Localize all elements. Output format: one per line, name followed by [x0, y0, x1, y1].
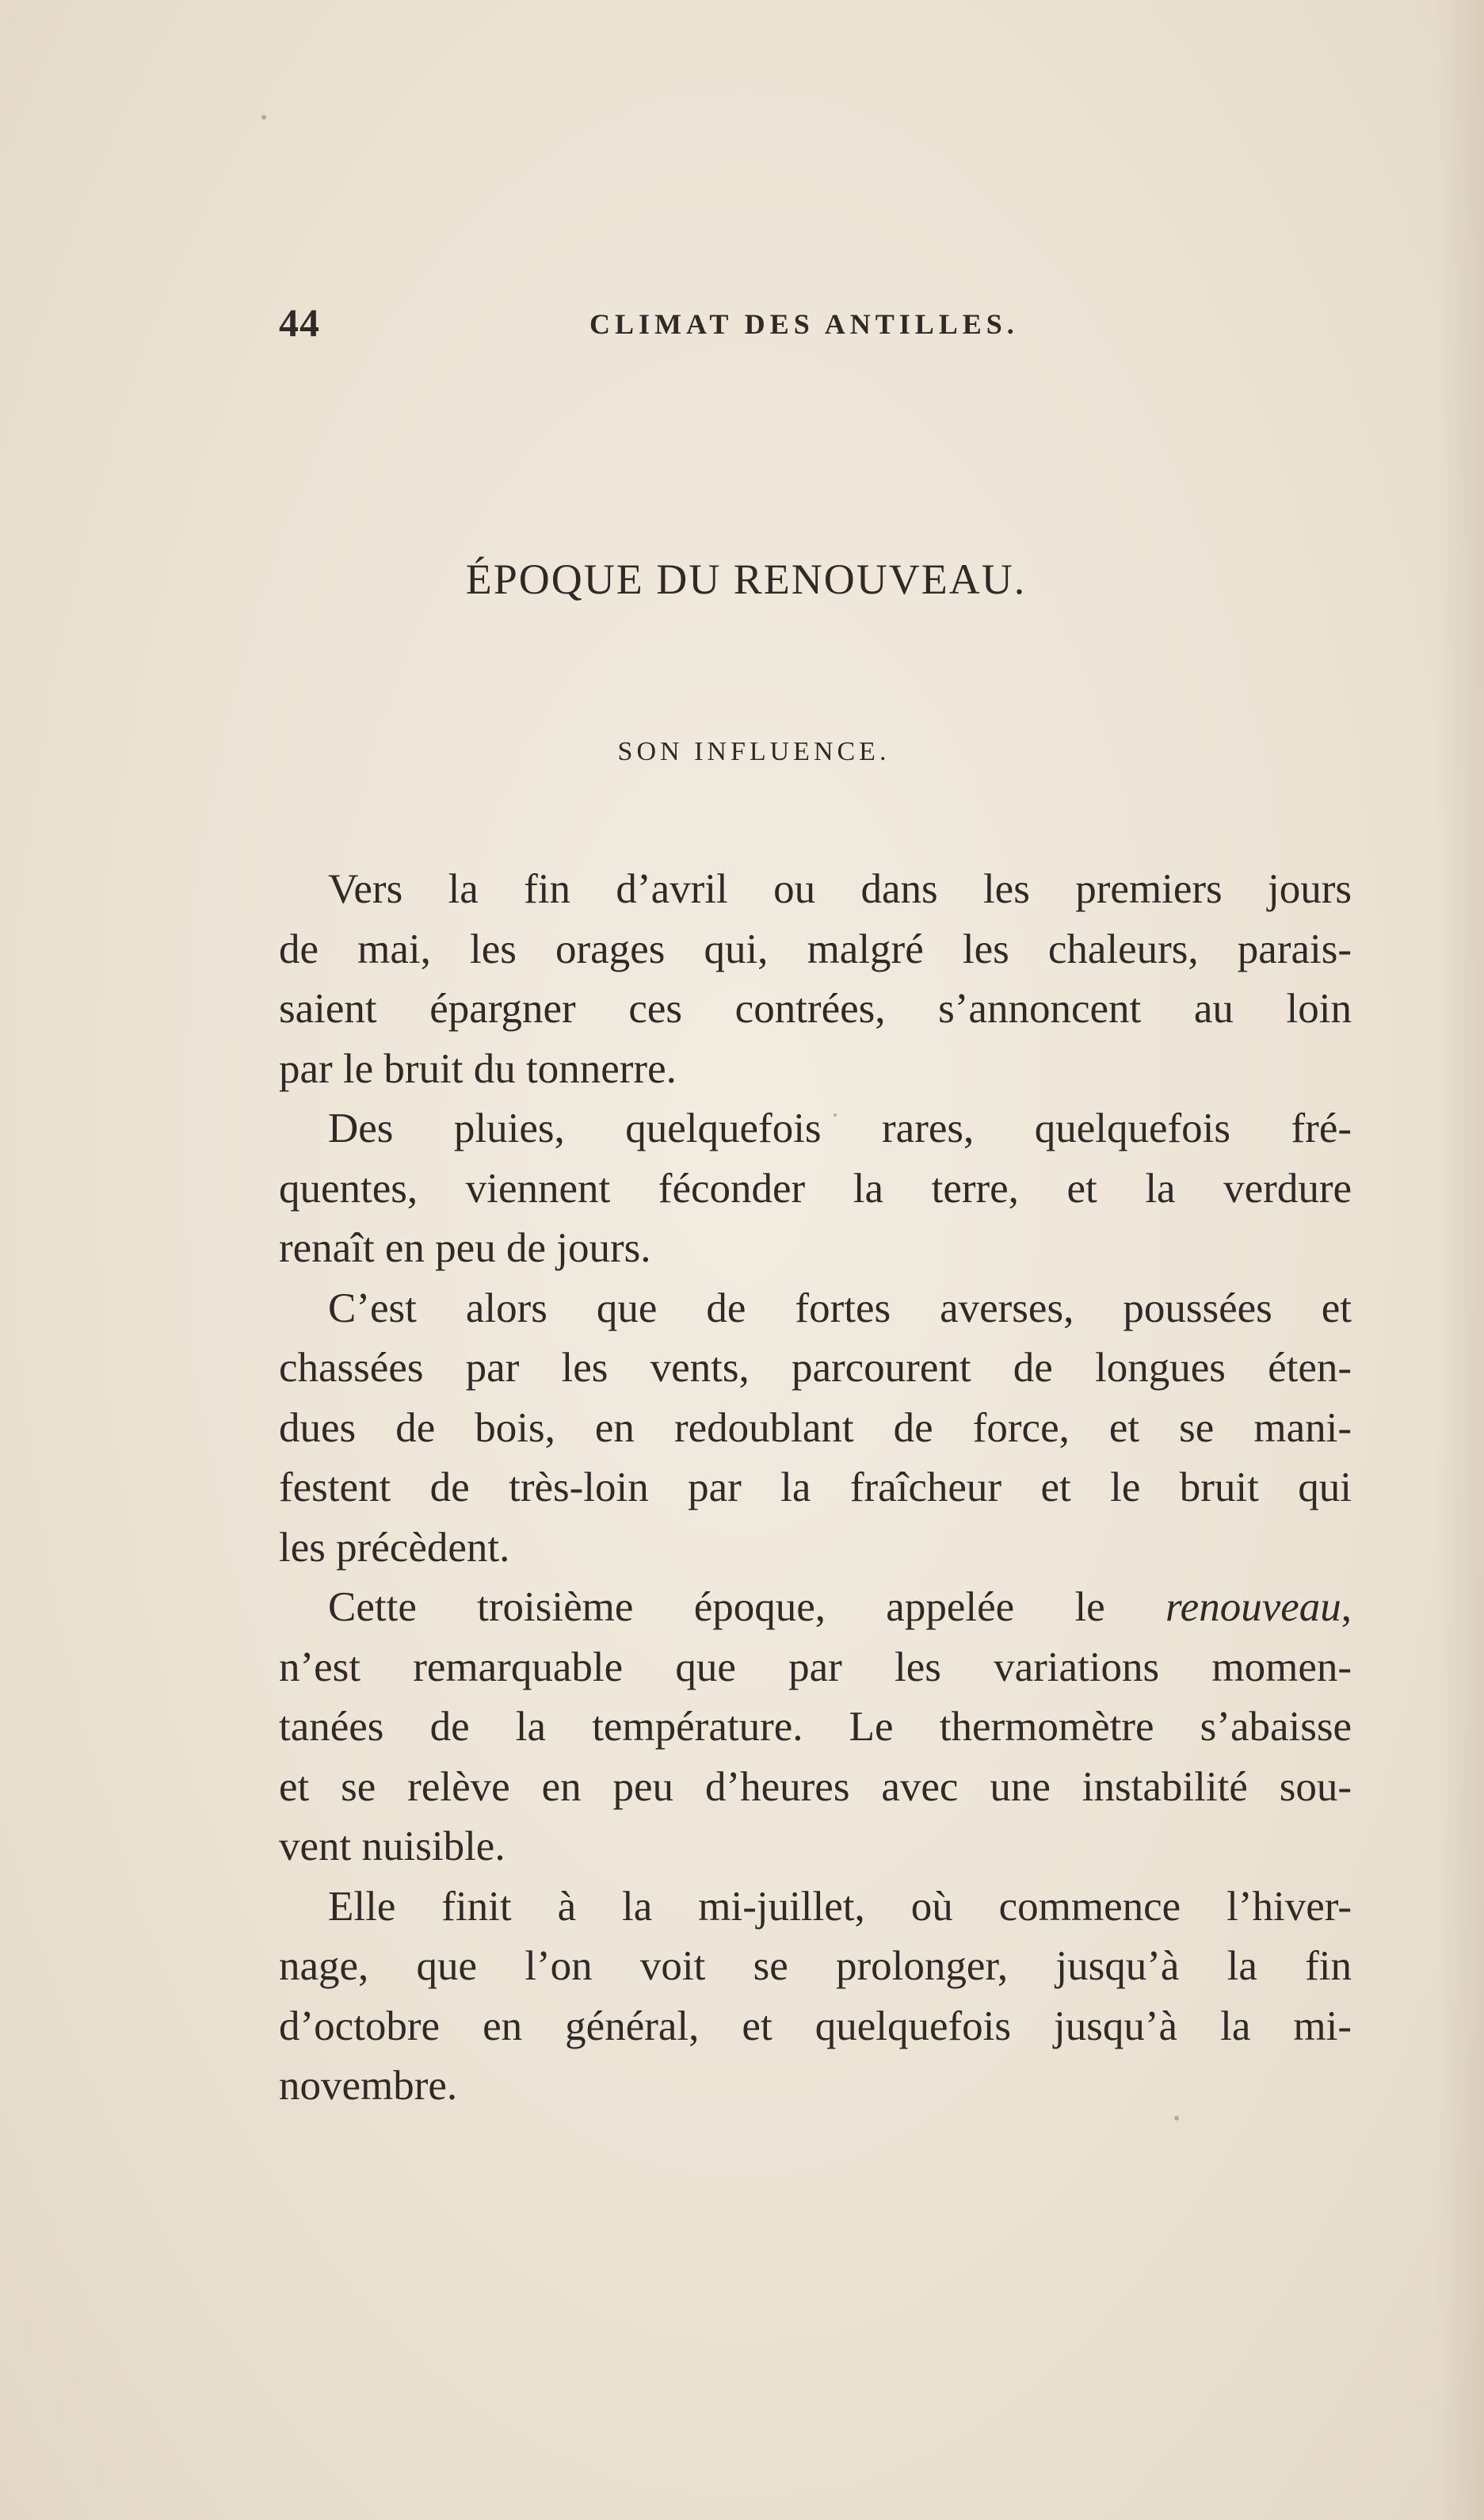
text-line: de mai, les orages qui, malgré les chaleurs, parais- [279, 926, 1352, 972]
text-line: saient épargner ces contrées, s’annoncent au loin [279, 986, 1352, 1032]
text-line: et se relève en peu d’heures avec une instabilité sou- [279, 1763, 1352, 1810]
text-line: novembre. [279, 2063, 458, 2109]
text-line: par le bruit du tonnerre. [279, 1045, 677, 1092]
text-line: n’est remarquable que par les variations momen- [279, 1644, 1352, 1690]
text-line: nage, que l’on voit se prolonger, jusqu’à la fin [279, 1943, 1352, 1989]
text-run: , [1341, 1584, 1352, 1630]
text-line: C’est alors que de fortes averses, poussées et [328, 1285, 1352, 1331]
text-line: dues de bois, en redoublant de force, et se mani- [279, 1404, 1352, 1451]
text-line: festent de très-loin par la fraîcheur et le bruit qui [279, 1464, 1352, 1510]
italic-term: renouveau [1165, 1584, 1341, 1630]
running-title: CLIMAT DES ANTILLES. [589, 308, 1019, 340]
page-edge-shadow [1436, 0, 1484, 2520]
paragraph-1 [279, 860, 1352, 1099]
paper-speck [261, 115, 266, 120]
text-line: d’octobre en général, et quelquefois jusqu’à la mi- [279, 2003, 1352, 2049]
body-text [279, 860, 1352, 2117]
text-line: renaît en peu de jours. [279, 1225, 651, 1271]
text-run: Cette troisième époque, appelée le [328, 1584, 1166, 1630]
paper-speck [1174, 2116, 1179, 2121]
text-line: Elle finit à la mi-juillet, où commence l’hiver- [328, 1883, 1352, 1930]
paper-speck [834, 1113, 837, 1117]
text-line: les précèdent. [279, 1524, 510, 1571]
text-line: chassées par les vents, parcourent de longues éten- [279, 1345, 1352, 1391]
text-line: vent nuisible. [279, 1823, 505, 1869]
chapter-subtitle: SON INFLUENCE. [617, 737, 891, 766]
running-header [279, 300, 1341, 355]
page-number: 44 [279, 300, 320, 345]
chapter-title: ÉPOQUE DU RENOUVEAU. [465, 556, 1027, 603]
paragraph-3 [279, 1279, 1352, 1579]
text-line-with-italic [279, 1578, 1352, 1638]
paragraph-2 [279, 1099, 1352, 1279]
text-line: quentes, viennent féconder la terre, et la verdure [279, 1165, 1352, 1212]
text-line: tanées de la température. Le thermomètre s’abaisse [279, 1704, 1352, 1750]
paragraph-5 [279, 1877, 1352, 2117]
text-line: Des pluies, quelquefois rares, quelquefois fré- [328, 1105, 1352, 1151]
text-line: Vers la fin d’avril ou dans les premiers jours [328, 866, 1352, 912]
paragraph-4 [279, 1578, 1352, 1877]
